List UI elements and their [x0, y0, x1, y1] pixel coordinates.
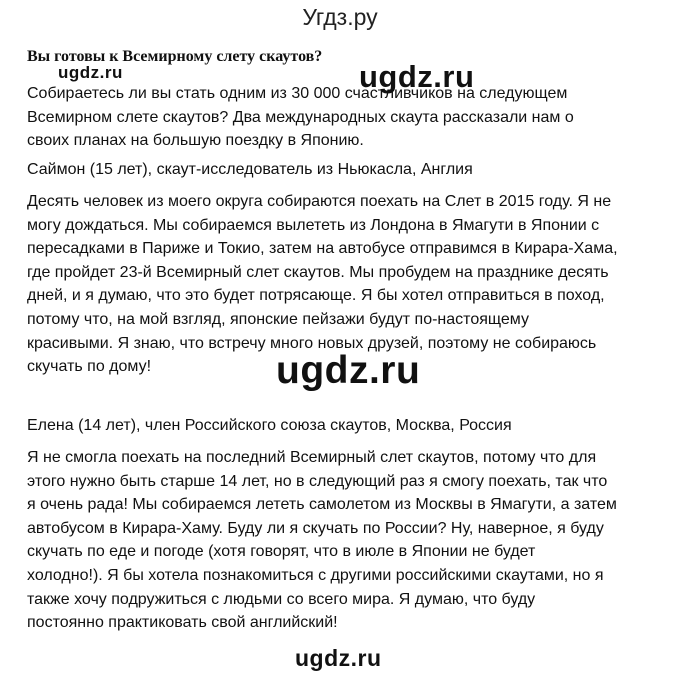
simon-line: красивыми. Я знаю, что встречу много новых друзей, поэтому не собираюсь: [27, 334, 597, 352]
elena-line: постоянно практиковать свой английский!: [27, 614, 338, 632]
elena-line: также хочу подружиться с людьми со всего мира. Я думаю, что буду: [27, 590, 536, 608]
elena-line: этого нужно быть старше 14 лет, но в следующий раз я смогу поехать, так что: [27, 472, 608, 490]
watermark-middle: ugdz.ru: [276, 349, 421, 392]
elena-line: я очень рада! Мы собираемся лететь самолетом из Москвы в Ямагути, а затем: [27, 496, 617, 514]
article-title: Вы готовы к Всемирному слету скаутов?: [27, 48, 323, 65]
simon-line: дней, и я думаю, что это будет потрясающе. Я бы хотел отправиться в поход,: [27, 287, 605, 305]
watermark-top: ugdz.ru: [359, 59, 475, 94]
simon-heading: Саймон (15 лет), скаут-исследователь из Ньюкасла, Англия: [27, 161, 473, 178]
simon-line: пересадками в Париже и Токио, затем на автобусе отправимся в Кирара-Хама,: [27, 240, 618, 258]
simon-line: потому что, на мой взгляд, японские пейзажи будут по-настоящему: [27, 310, 529, 328]
watermark-bottom: ugdz.ru: [295, 645, 382, 671]
elena-line: автобусом в Кирара-Хаму. Буду ли я скучать по России? Ну, наверное, я буду: [27, 519, 604, 537]
site-header-title: Угдз.ру: [302, 4, 378, 30]
intro-line: Всемирном слете скаутов? Два международных скаута рассказали нам о: [27, 108, 574, 126]
simon-line: Десять человек из моего округа собираются поехать на Слет в 2015 году. Я не: [27, 193, 612, 210]
watermark-small-left: ugdz.ru: [58, 63, 123, 82]
elena-paragraph: [27, 446, 657, 635]
elena-line: холодно!). Я бы хотела познакомиться с другими российскими скаутами, но я: [27, 566, 604, 584]
elena-line: скучать по еде и погоде (хотя говорят, что в июле в Японии не будет: [27, 543, 536, 561]
simon-line: где пройдет 23-й Всемирный слет скаутов. Мы пробудем на празднике десять: [27, 263, 609, 281]
intro-line: своих планах на большую поездку в Японию.: [27, 132, 364, 150]
intro-paragraph: [27, 82, 657, 153]
intro-line: Собираетесь ли вы стать одним из 30 000 счастливчиков на следующем: [27, 85, 568, 102]
simon-line: скучать по дому!: [27, 358, 152, 376]
simon-line: могу дождаться. Мы собираемся вылететь из Лондона в Ямагути в Японии с: [27, 216, 600, 234]
elena-line: Я не смогла поехать на последний Всемирный слет скаутов, потому что для: [27, 449, 597, 466]
elena-heading: Елена (14 лет), член Российского союза скаутов, Москва, Россия: [27, 417, 512, 434]
